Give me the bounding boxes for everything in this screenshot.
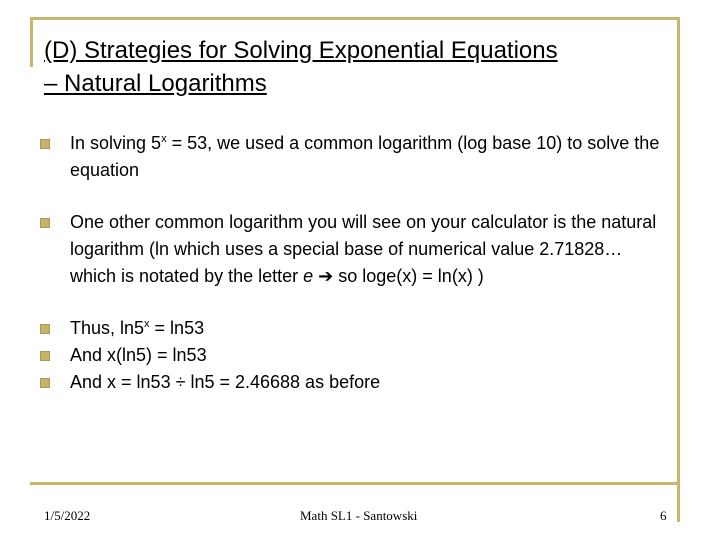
bullet-item-3 <box>40 315 670 342</box>
square-bullet-icon <box>40 139 50 149</box>
bullet-item-4 <box>40 342 670 369</box>
frame-left-border <box>30 17 33 67</box>
bullet-2-text-start: One other common logarithm you will see on your calculator is the natural logarithm (ln which uses a special base of numerical value 2.71828… which is notated by the letter <box>70 212 657 286</box>
bullet-4-text: And x(ln5) = ln53 <box>70 345 207 365</box>
square-bullet-icon <box>40 351 50 361</box>
bullet-1-superscript: x <box>161 133 167 145</box>
footer-course: Math SL1 - Santowski <box>300 508 418 523</box>
square-bullet-icon <box>40 378 50 388</box>
bullet-2-text-end: so loge(x) = ln(x) ) <box>333 266 484 286</box>
bullet-item-1 <box>40 130 670 184</box>
bullet-1-text-start: In solving 5 <box>70 133 162 153</box>
bullet-3-text-end: = ln53 <box>149 318 205 338</box>
bullet-3-superscript: x <box>144 318 150 330</box>
bullet-item-5 <box>40 369 670 396</box>
bullet-2-letter-e: e <box>303 266 314 286</box>
bullet-3-text-start: Thus, ln5 <box>70 318 145 338</box>
bullet-5-text: And x = ln53 ÷ ln5 = 2.46688 as before <box>70 372 381 392</box>
square-bullet-icon <box>40 218 50 228</box>
square-bullet-icon <box>40 324 50 334</box>
title-line-1: (D) Strategies for Solving Exponential Equations <box>44 37 558 64</box>
bullet-1-text-end: = 53, we used a common logarithm (log base 10) to solve the equation <box>70 133 660 180</box>
frame-right-border <box>677 17 680 522</box>
bullet-list <box>40 130 670 396</box>
right-arrow-icon: ➔ <box>318 266 334 287</box>
footer-page-number: 6 <box>660 508 667 523</box>
title-line-2: – Natural Logarithms <box>44 70 267 97</box>
slide-title <box>44 34 674 100</box>
frame-top-border <box>30 17 680 20</box>
footer-date: 1/5/2022 <box>44 508 91 523</box>
frame-bottom-border <box>30 482 680 485</box>
bullet-item-2 <box>40 209 670 290</box>
